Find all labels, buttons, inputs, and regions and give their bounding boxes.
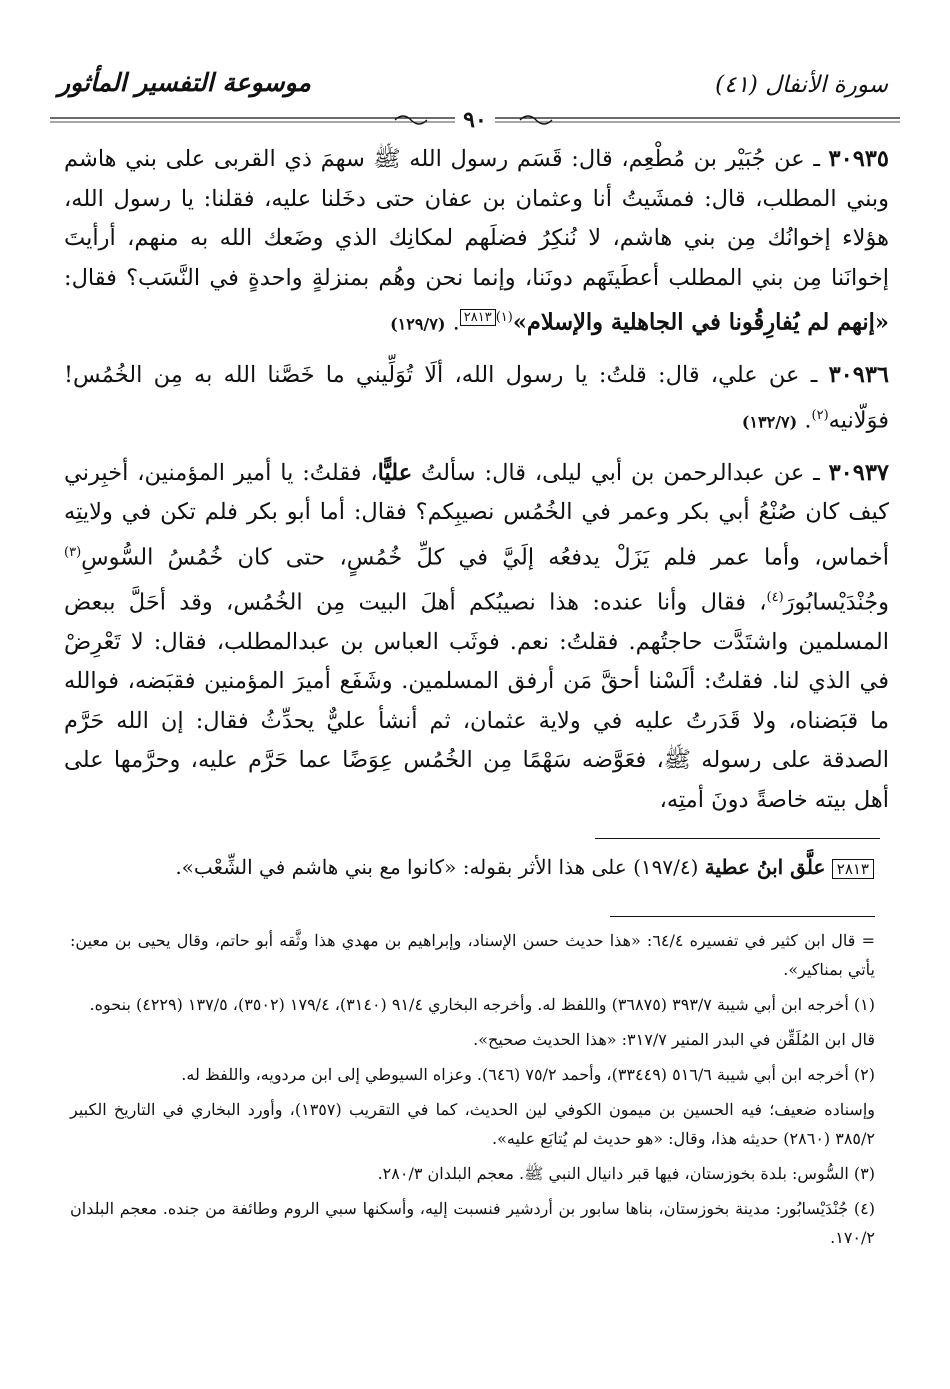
footnote-mark: (٤) xyxy=(766,589,784,605)
footnote-mark: (٢) xyxy=(811,407,829,423)
footnote: قال ابن المُلَقِّن في البدر المنير ٣١٧/٧: «هذا الحديث صحيح». xyxy=(473,1030,875,1049)
footnote: = قال ابن كثير في تفسيره ٦٤/٤: «هذا حديث حسن الإسناد، وإبراهيم بن مهدي هذا وثَّقه أبو حاتم، وقال يحيى بن معين: يأتي بمناكير». xyxy=(70,931,876,979)
hadith-body: ـ عن عبدالرحمن بن أبي ليلى، قال: سألتُ xyxy=(412,459,820,486)
hadith-number: ٣٠٩٣٦ xyxy=(828,362,890,388)
footnote-separator xyxy=(610,916,875,917)
book-title: موسوعة التفسير المأثور xyxy=(58,68,311,97)
footnote: (٤) جُنْدَيْسابُور: مدينة بخوزستان، بناها سابور بن أردشير فنسبت إليه، وأسكنها سبي الروم وطائفة من جنده. معجم البلدان ١٧٠/٢. xyxy=(70,1199,875,1247)
page-number: ٩٠ xyxy=(455,107,495,133)
surah-heading xyxy=(715,72,888,98)
volume-reference: (١٣٢/٧) xyxy=(741,412,798,431)
footnote-mark: (٣) xyxy=(64,544,82,560)
comment-separator xyxy=(595,838,880,839)
surah-name: سورة الأنفال xyxy=(765,72,888,98)
commentator-name: علَّق ابنُ عطية xyxy=(704,855,826,879)
footnotes xyxy=(70,926,875,1258)
hadith-body: ، فقال وأنا عنده: هذا نصيبُكم أهلَ البيت مِن الخُمُس، وقد أحَلَّ ببعض المسلمين واشتَدَّت حاجتُهم. فقلتُ: نعم. فوثَب العباس بن عبدالمطلب، فقال: لا تَعْرِضْ في الذي لنا. فقلتُ: ألَسْنا أحقَّ مَن أرفق المسلمين. وشَفَع أميرَ المؤمنين فقبَضه، فوالله ما قبَضناه، ولا قَدَرتُ عليه في ولاية عثمان، ثم أنشأ عليٌّ يحدِّثُ فقال: إن الله حَرَّم الصدقة على رسوله ﷺ، فعَوَّضه سَهْمًا مِن الخُمُس عِوَضًا عما حَرَّم عليه، وحرَّمها على أهل بيته خاصةً دونَ أمتِه، xyxy=(64,589,889,813)
hadith-number: ٣٠٩٣٧ xyxy=(828,459,890,486)
footnote: (١) أخرجه ابن أبي شيبة ٣٩٣/٧ (٣٦٨٧٥) واللفظ له. وأخرجه البخاري ٩١/٤ (٣١٤٠)، ١٧٩/٤ (٣٥٠٢)، ١٣٧/٥ (٤٢٢٩) بنحوه. xyxy=(89,995,875,1014)
page-header xyxy=(50,60,900,133)
footnote: (٣) السُّوس: بلدة بخوزستان، فيها قبر دانيال النبي ﷺ. معجم البلدان ٢٨٠/٣. xyxy=(377,1164,875,1183)
comment-mark: ٢٨١٣ xyxy=(460,309,496,326)
hadith-body: ـ عن جُبَيْر بن مُطْعِم، قال: قَسَم رسول الله ﷺ سهمَ ذي القربى على بني هاشم وبني المطلب، قال: فمشَيتُ أنا وعثمان بن عفان حتى دخَلنا عليه، فقلنا: يا رسول الله، هؤلاء إخوانُك مِن بني هاشم، لا نُنكِرُ فضلَهم لمكانِك الذي وضَعك الله به منهم، أرأيتَ إخوانَنا مِن بني المطلب أعطَيتَهم دونَنا، وإنما نحن وهُم بمنزلةٍ واحدةٍ في النَّسَب؟ فقال: xyxy=(64,146,889,291)
hadith-entry xyxy=(64,454,889,821)
verse-number: (٤١) xyxy=(715,72,758,98)
footnote: (٢) أخرجه ابن أبي شيبة ٥١٦/٦ (٣٣٤٤٩)، وأحمد ٧٥/٢ (٦٤٦). وعزاه السيوطي إلى ابن مردويه، واللفظ له. xyxy=(181,1065,875,1084)
commentary-text: (١٩٧/٤) على هذا الأثر بقوله: «كانوا مع بني هاشم في الشِّعْب». xyxy=(175,855,705,879)
hadith-body: وجُنْدَيْسابُورَ xyxy=(783,589,889,615)
hadith-entry: ٣٠٩٣٦ ـ عن علي، قال: قلتُ: يا رسول الله، ألَا تُوَلِّيني ما خَصَّنا الله به مِن الخُمُس! فوَلّانيه$^{(٢)}$. (١٣٢/٧) xyxy=(64,362,890,433)
hadith-text xyxy=(64,140,889,832)
hadith-entry: ٣٠٩٣٥ ـ عن جُبَيْر بن مُطْعِم، قال: قَسَم رسول الله ﷺ سهمَ ذي القربى على بني هاشم وبني المطلب، قال: فمشَيتُ أنا وعثمان بن عفان حتى دخَلنا عليه، فقلنا: يا رسول الله، هؤلاء إخوانُك مِن بني هاشم، لا نُنكِرُ فضلَهم لمكانِك الذي وضَعك الله به منهم، أرأيتَ إخوانَنا مِن بني المطلب أعطَيتَهم دونَنا، وإنما نحن وهُم بمنزلةٍ واحدةٍ في النَّسَب؟ فقال: «إنهم لم يُفارِقُونا في الجاهلية والإسلام»$^{(١)٢٨١٣}$. (١٢٩/٧) xyxy=(64,146,889,336)
commentary-note xyxy=(64,850,874,886)
comment-mark: ٢٨١٣ xyxy=(832,859,874,879)
volume-reference: (١٢٩/٧) xyxy=(390,314,446,334)
hadith-body: ـ عن علي، قال: قلتُ: يا رسول الله، ألَا تُوَلِّيني ما خَصَّنا الله به مِن الخُمُس! فوَلّانيه xyxy=(64,362,889,433)
hadith-quote: «إنهم لم يُفارِقُونا في الجاهلية والإسلام» xyxy=(512,309,889,336)
hadith-number: ٣٠٩٣٥ xyxy=(828,146,889,172)
footnote: وإسناده ضعيف؛ فيه الحسين بن ميمون الكوفي لين الحديث، كما في التقريب (١٣٥٧)، وأورد البخاري في التاريخ الكبير ٣٨٥/٢ (٢٨٦٠) حديثه هذا، وقال: «هو حديث لم يُتابَع عليه». xyxy=(70,1100,876,1148)
hadith-body: ، فقلتُ: يا أمير المؤمنين، أخبِرني كيف كان صُنْعُ أبي بكر وعمر في الخُمُس نصيبِكم؟ فقال: أما أبو بكر فلم تكن في ولايتِه أخماس، وأما عمر فلم يَزَلْ يدفعُه إلَيَّ في كلِّ خُمُسٍ، حتى كان خُمُسُ السُّوسِ xyxy=(64,459,889,570)
narrator-name: عليًّا xyxy=(377,459,413,486)
footnote-mark: (١) xyxy=(495,310,513,325)
